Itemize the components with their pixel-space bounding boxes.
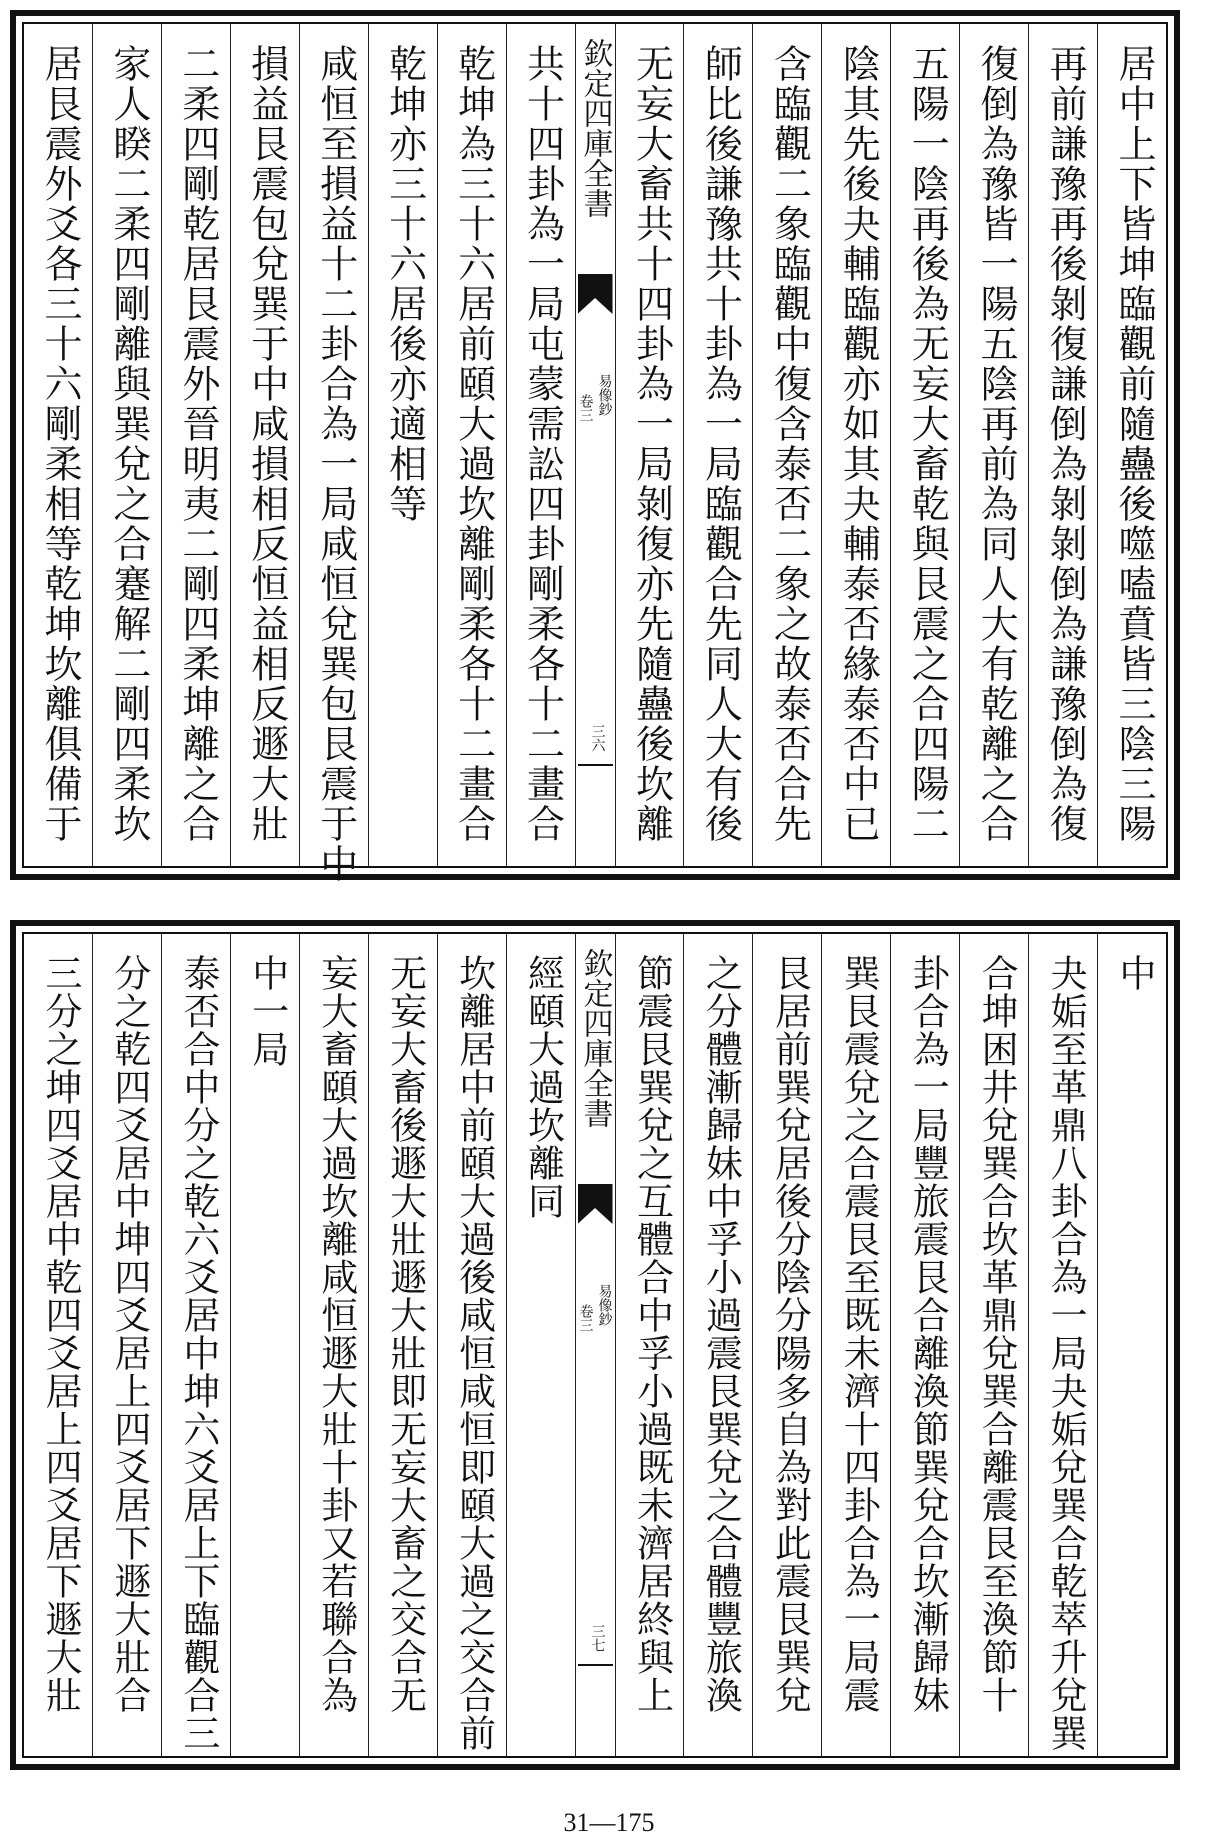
text-column — [368, 24, 437, 866]
column-text: 經頤大過坎離同 — [521, 954, 565, 1220]
text-column — [368, 934, 437, 1756]
text-column — [437, 934, 506, 1756]
text-column — [959, 934, 1028, 1756]
center-fold — [575, 934, 615, 1756]
column-text: 共十四卦為一局屯蒙需訟四卦剛柔各十二畫合 — [520, 44, 565, 844]
column-text: 夬姤至革鼎八卦合為一局夬姤兌巽合乾萃升兌巽 — [1044, 954, 1088, 1752]
text-column — [1097, 934, 1166, 1756]
book-title: 易像鈔 — [596, 1284, 613, 1326]
text-column — [1028, 934, 1097, 1756]
column-text: 之分體漸歸妹中孚小過震艮巽兌之合體豐旅渙 — [699, 954, 743, 1714]
text-column — [1097, 24, 1166, 866]
text-column — [92, 24, 161, 866]
text-column — [959, 24, 1028, 866]
column-text: 損益艮震包兌巽于中咸損相反恒益相反遯大壯 — [244, 44, 289, 844]
column-text: 含臨觀二象臨觀中復含泰否二象之故泰否合先 — [767, 44, 812, 844]
text-column — [230, 934, 299, 1756]
running-head: 欽定四庫全書 — [577, 38, 613, 218]
volume-label: 卷三 — [577, 394, 594, 422]
column-text: 三分之坤四爻居中乾四爻居上四爻居下遯大壯 — [38, 954, 82, 1714]
fold-rule — [578, 764, 613, 766]
text-column — [161, 934, 230, 1756]
text-column — [615, 934, 684, 1756]
column-text: 五陽一陰再後為无妄大畜乾與艮震之合四陽二 — [905, 44, 950, 844]
column-text: 居艮震外爻各三十六剛柔相等乾坤坎離俱備于 — [37, 44, 82, 844]
text-column — [821, 24, 890, 866]
top-page-columns — [24, 24, 1166, 884]
column-text: 无妄大畜後遯大壯遯大壯即无妄大畜之交合无 — [383, 954, 427, 1714]
column-text: 无妄大畜共十四卦為一局剝復亦先隨蠱後坎離 — [629, 44, 674, 844]
page-footer-label: 31—175 — [563, 1808, 655, 1837]
text-column — [752, 934, 821, 1756]
column-text: 巽艮震兌之合震艮至既未濟十四卦合為一局震 — [837, 954, 881, 1714]
bottom-page — [10, 920, 1180, 1770]
column-text: 二柔四剛乾居艮震外晉明夷二剛四柔坤離之合 — [175, 44, 220, 844]
bottom-page-columns — [24, 934, 1166, 1756]
text-column — [683, 934, 752, 1756]
text-column — [437, 24, 506, 866]
column-text: 家人睽二柔四剛離與巽兌之合蹇解二剛四柔坎 — [106, 44, 151, 844]
text-column — [752, 24, 821, 866]
column-text: 再前謙豫再後剝復謙倒為剝剝倒為謙豫倒為復 — [1043, 44, 1088, 844]
fishtail-mark — [578, 274, 613, 314]
text-column — [24, 24, 92, 866]
folio-number: 三六 — [589, 724, 606, 752]
column-text: 節震艮巽兌之互體合中孚小過既未濟居終與上 — [630, 954, 674, 1714]
column-text: 師比後謙豫共十卦為一局臨觀合先同人大有後 — [698, 44, 743, 844]
column-text: 分之乾四爻居中坤四爻居上四爻居下遯大壯合 — [107, 954, 151, 1714]
text-column — [890, 934, 959, 1756]
text-column — [683, 24, 752, 866]
column-text: 乾坤亦三十六居後亦適相等 — [382, 44, 427, 524]
text-column — [506, 24, 575, 866]
text-column — [230, 24, 299, 866]
text-column — [615, 24, 684, 866]
column-text: 泰否合中分之乾六爻居中坤六爻居上下臨觀合三 — [176, 954, 220, 1752]
book-title: 易像鈔 — [596, 374, 613, 416]
top-page — [10, 10, 1180, 884]
top-page-frame — [22, 22, 1168, 884]
column-text: 咸恒至損益十二卦合為一局咸恒兌巽包艮震于中 — [313, 44, 358, 884]
column-text: 居中上下皆坤臨觀前隨蠱後噬嗑賁皆三陰三陽 — [1112, 44, 1156, 844]
folio-number: 三七 — [589, 1624, 606, 1652]
fishtail-mark — [578, 1184, 613, 1224]
column-text: 乾坤為三十六居前頤大過坎離剛柔各十二畫合 — [451, 44, 496, 844]
column-text: 合坤困井兌巽合坎革鼎兌巽合離震艮至渙節十 — [975, 954, 1019, 1714]
fold-rule — [578, 1664, 613, 1666]
text-column — [92, 934, 161, 1756]
column-text: 艮居前巽兌居後分陰分陽多自為對此震艮巽兌 — [768, 954, 812, 1714]
text-column — [890, 24, 959, 866]
column-text: 陰其先後夬輔臨觀亦如其夬輔泰否緣泰否中已 — [836, 44, 881, 844]
text-column — [299, 24, 368, 884]
text-column — [161, 24, 230, 866]
text-column — [299, 934, 368, 1756]
column-text: 中一局 — [245, 954, 289, 1068]
center-fold — [575, 24, 615, 866]
column-text: 坎離居中前頤大過後咸恒咸恒即頤大過之交合前 — [452, 954, 496, 1752]
bottom-page-frame — [22, 932, 1168, 1758]
column-text: 中 — [1113, 954, 1156, 992]
column-text: 卦合為一局豐旅震艮合離渙節巽兌合坎漸歸妹 — [906, 954, 950, 1714]
volume-label: 卷三 — [577, 1304, 594, 1332]
text-column — [821, 934, 890, 1756]
text-column — [506, 934, 575, 1756]
column-text: 復倒為豫皆一陽五陰再前為同人大有乾離之合 — [974, 44, 1019, 844]
running-head: 欽定四庫全書 — [577, 948, 613, 1128]
column-text: 妄大畜頤大過坎離咸恒遯大壯十卦又若聯合為 — [314, 954, 358, 1714]
text-column — [24, 934, 92, 1756]
text-column — [1028, 24, 1097, 866]
